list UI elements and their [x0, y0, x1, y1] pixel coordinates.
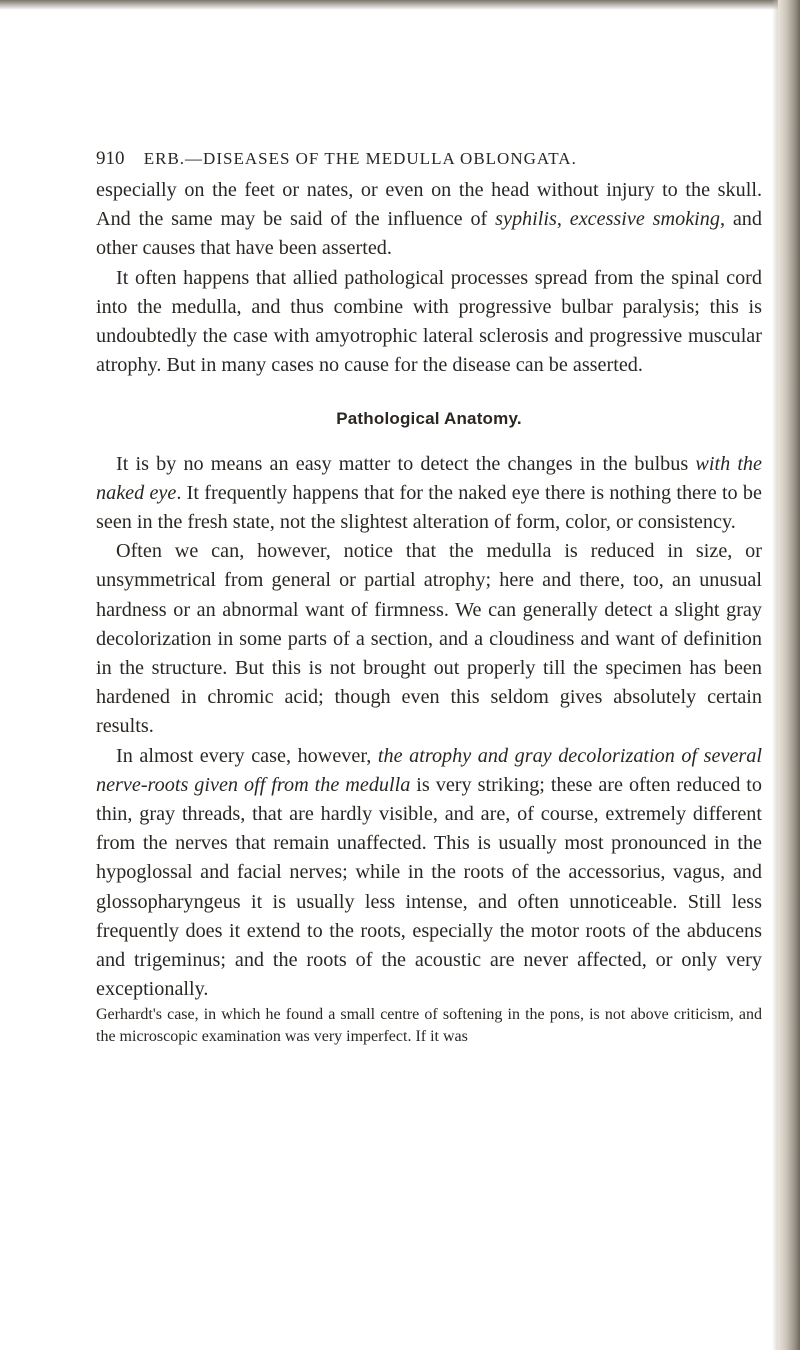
page-edge-shadow: [778, 0, 800, 1350]
section-heading: Pathological Anatomy.: [336, 409, 522, 429]
paragraph-1-text-a: especially on the feet or nates, or even on the head without injury to the skull. And the same may be said of the influence of: [96, 179, 762, 231]
paragraph-5-text-c: is very striking; these are often reduced to thin, gray threads, that are hardly visible, and are, of course, extremely different from the nerves that remain unaffected. This is usually most pronounced in the hypoglossal and facial nerves; while in the roots of the accessorius, vagus, and glossopharyngeus it is usually less intense, and often unnoticeable. Still less frequently does it extend to the roots, especially the motor roots of the abducens and trigeminus; and the roots of the acoustic are never affected, or only very exceptionally.: [96, 773, 762, 1001]
page-number: 910: [96, 148, 125, 169]
paragraph-1: [96, 176, 762, 264]
paragraph-1-text-e: , and other causes that have been asserted.: [96, 208, 762, 260]
paragraph-3: [96, 450, 762, 538]
paragraph-5-text-a: In almost every case, however,: [116, 744, 378, 767]
page-body: [96, 176, 762, 1048]
paragraph-1-emphasis-smoking: excessive smoking: [569, 208, 720, 231]
footnote: Gerhardt's case, in which he found a small centre of softening in the pons, is not above criticism, and the microscopic examination was very imperfect. If it was: [96, 1006, 762, 1046]
paragraph-4: Often we can, however, notice that the medulla is reduced in size, or unsymmetrical from general or partial atrophy; here and there, too, an unusual hardness or an abnormal want of firmness. We can generally detect a slight gray decolorization in some parts of a section, and a cloudiness and want of definition in the structure. But this is not brought out properly till the specimen has been hardened in chromic acid; though even this seldom gives absolutely certain results.: [96, 540, 762, 738]
paragraph-3-text-a: It is by no means an easy matter to detect the changes in the bulbus: [116, 452, 696, 475]
paragraph-1-text-c: ,: [556, 208, 570, 231]
paragraph-5-emphasis: the atrophy and gray decolorization of several nerve-roots given off from the medulla: [96, 744, 762, 796]
page-top-shadow: [0, 0, 800, 10]
paragraph-5: [96, 742, 762, 1005]
paragraph-3-text-c: . It frequently happens that for the naked eye there is nothing there to be seen in the fresh state, not the slightest alteration of form, color, or consistency.: [96, 481, 762, 534]
running-title: ERB.—DISEASES OF THE MEDULLA OBLONGATA.: [143, 149, 577, 168]
paragraph-2: It often happens that allied pathological processes spread from the spinal cord into the medulla, and thus combine with progressive bulbar paralysis; this is undoubtedly the case with amyotrophic lateral sclerosis and progressive muscular atrophy. But in many cases no cause for the disease can be asserted.: [96, 266, 762, 377]
paragraph-1-emphasis-syphilis: syphilis: [495, 208, 557, 231]
paragraph-3-emphasis: with the naked eye: [96, 452, 762, 504]
running-header: [96, 148, 736, 170]
